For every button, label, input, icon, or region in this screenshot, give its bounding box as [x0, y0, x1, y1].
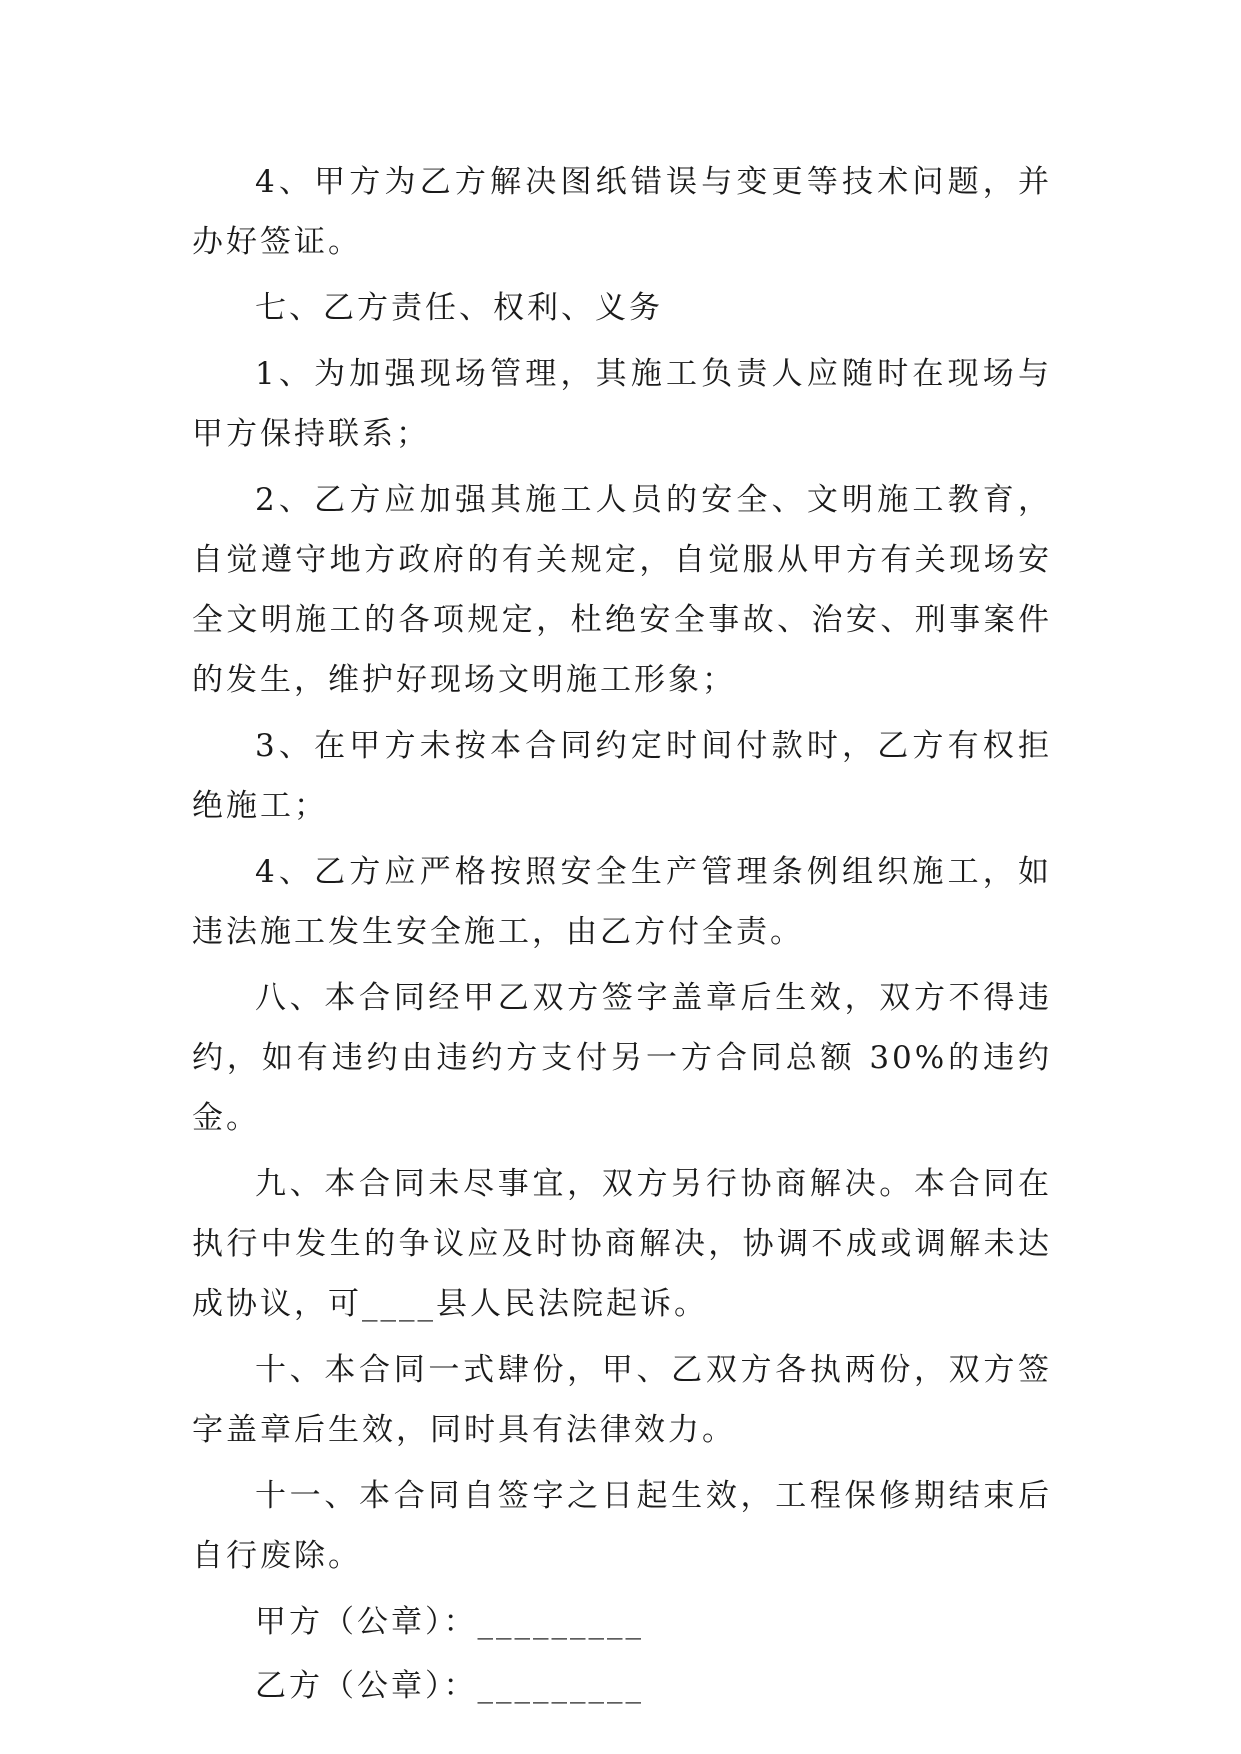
- section-8: 八、本合同经甲乙双方签字盖章后生效，双方不得违约，如有违约由违约方支付另一方合同总额 30%的违约金。: [192, 980, 1052, 1136]
- section-9: 九、本合同未尽事宜，双方另行协商解决。本合同在执行中发生的争议应及时协商解决，协调不成或调解未达成协议，可____县人民法院起诉。: [192, 1166, 1052, 1322]
- section-7-heading: 七、乙方责任、权利、义务: [255, 290, 663, 326]
- clause-7-2: 2、乙方应加强其施工人员的安全、文明施工教育，自觉遵守地方政府的有关规定，自觉服从甲方有关现场安全文明施工的各项规定，杜绝安全事故、治安、刑事案件的发生，维护好现场文明施工形象；: [192, 482, 1052, 698]
- document-page: [192, 152, 1052, 1722]
- party-a-signature-line: 甲方（公章）：_________: [255, 1604, 644, 1640]
- clause-7-4: 4、乙方应严格按照安全生产管理条例组织施工，如违法施工发生安全施工，由乙方付全责。: [192, 854, 1052, 950]
- clause-7-3: 3、在甲方未按本合同约定时间付款时，乙方有权拒绝施工；: [192, 728, 1052, 824]
- clause-4-drawings: 4、甲方为乙方解决图纸错误与变更等技术问题，并办好签证。: [192, 164, 1052, 260]
- clause-7-1: 1、为加强现场管理，其施工负责人应随时在现场与甲方保持联系；: [192, 356, 1052, 452]
- section-10: 十、本合同一式肆份，甲、乙双方各执两份，双方签字盖章后生效，同时具有法律效力。: [192, 1352, 1052, 1448]
- party-b-signature-line: 乙方（公章）：_________: [255, 1668, 644, 1704]
- section-11: 十一、本合同自签字之日起生效，工程保修期结束后自行废除。: [192, 1478, 1052, 1574]
